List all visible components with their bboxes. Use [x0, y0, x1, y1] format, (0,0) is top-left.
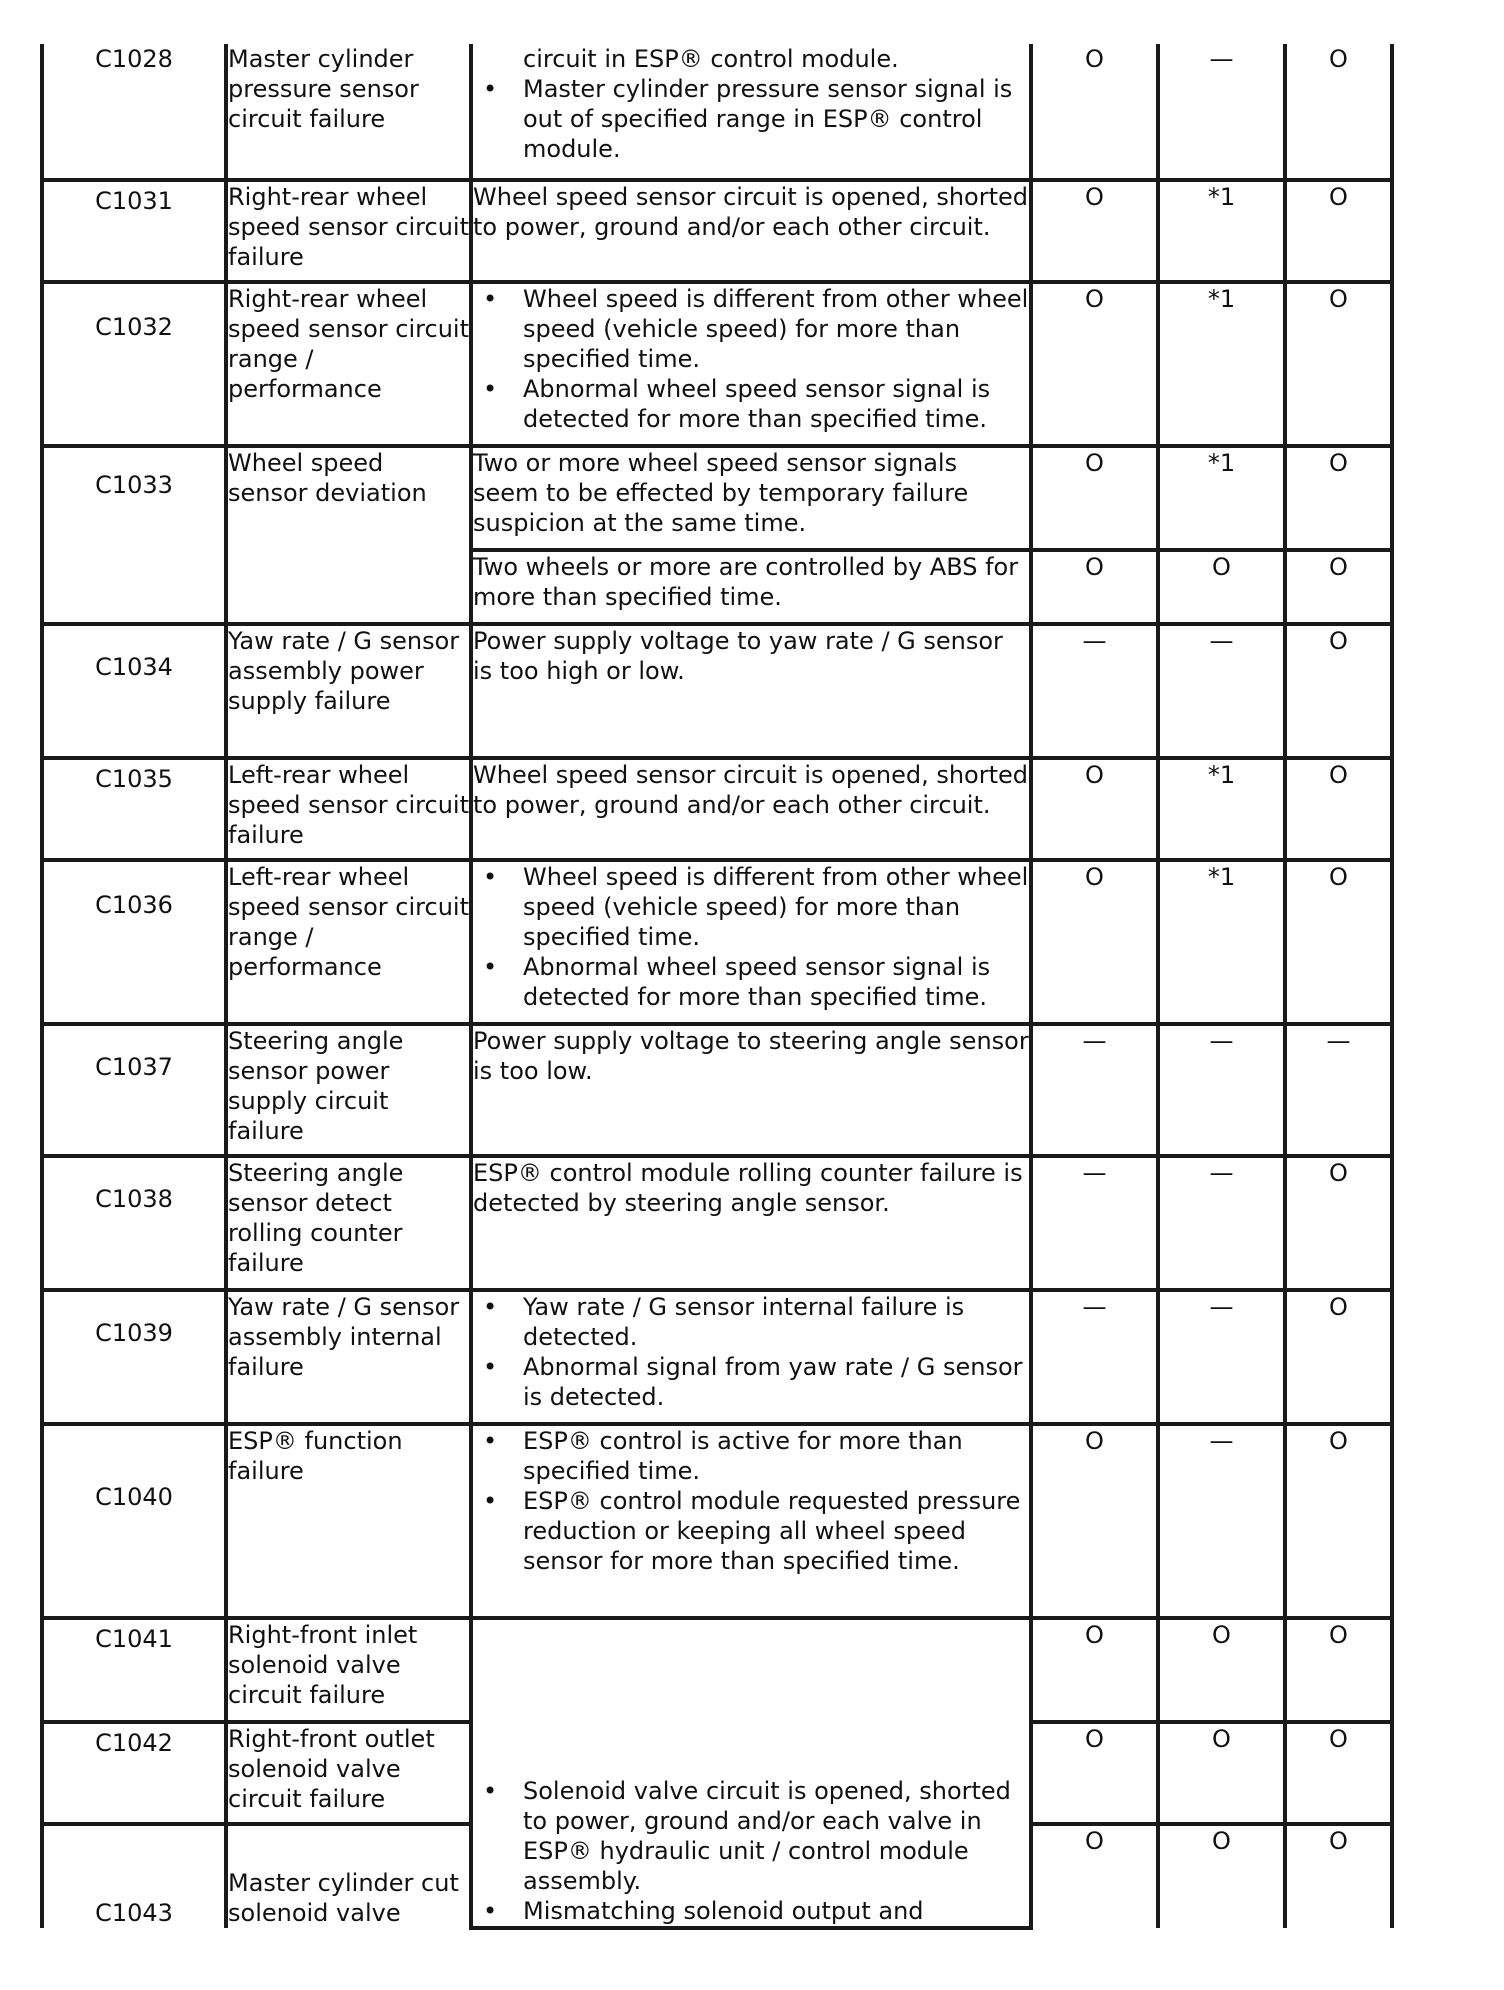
detection-condition: [471, 282, 1031, 446]
condition-bullet: • Abnormal wheel speed sensor signal is detected for more than specified time.: [523, 952, 1029, 1012]
detection-condition: [471, 1424, 1031, 1618]
table-row: [42, 1618, 1392, 1722]
detection-condition: Wheel speed sensor circuit is opened, shorted to power, ground and/or each other circuit.: [471, 758, 1031, 860]
mark-2: —: [1158, 624, 1285, 758]
condition-continued: circuit in ESP® control module.: [523, 45, 899, 73]
diagnostic-item: Right-front inlet solenoid valve circuit failure: [226, 1618, 471, 1722]
condition-bullet: • Wheel speed is different from other wheel speed (vehicle speed) for more than specified time.: [523, 862, 1029, 952]
mark-3: O: [1285, 446, 1392, 550]
dtc-code: C1033: [42, 446, 226, 624]
dtc-table: [40, 44, 1394, 1930]
dtc-code: C1043: [42, 1824, 226, 1928]
dtc-code: C1036: [42, 860, 226, 1024]
dtc-code: C1038: [42, 1156, 226, 1290]
diagnostic-item: Left-rear wheel speed sensor circuit range / performance: [226, 860, 471, 1024]
diagnostic-item: Steering angle sensor detect rolling counter failure: [226, 1156, 471, 1290]
condition-bullet: • ESP® control is active for more than specified time.: [523, 1426, 1029, 1486]
mark-1: O: [1031, 282, 1158, 446]
table-row: [42, 758, 1392, 860]
dtc-code: C1041: [42, 1618, 226, 1722]
mark-3: O: [1285, 1722, 1392, 1824]
mark-1: —: [1031, 624, 1158, 758]
mark-1: O: [1031, 1722, 1158, 1824]
dtc-code: C1035: [42, 758, 226, 860]
mark-1: —: [1031, 1156, 1158, 1290]
diagnostic-item: Right-front outlet solenoid valve circuit failure: [226, 1722, 471, 1824]
dtc-code: C1032: [42, 282, 226, 446]
mark-2: —: [1158, 1156, 1285, 1290]
dtc-code: C1028: [42, 44, 226, 180]
dtc-code: C1037: [42, 1024, 226, 1156]
diagnostic-item: Master cylinder cut solenoid valve: [226, 1824, 471, 1928]
condition-bullet: • ESP® control module requested pressure reduction or keeping all wheel speed sensor for more than specified time.: [523, 1486, 1029, 1576]
detection-condition: [471, 1290, 1031, 1424]
table-row: [42, 1024, 1392, 1156]
mark-3: O: [1285, 758, 1392, 860]
condition-bullet: • Solenoid valve circuit is opened, shorted to power, ground and/or each valve in ESP® hydraulic unit / control module assembly.: [523, 1776, 1029, 1896]
table-row: [42, 180, 1392, 282]
mark-3: O: [1285, 1618, 1392, 1722]
mark-2: *1: [1158, 446, 1285, 550]
condition-bullet: • Abnormal wheel speed sensor signal is detected for more than specified time.: [523, 374, 1029, 434]
condition-bullet: • Master cylinder pressure sensor signal is out of specified range in ESP® control module.: [523, 74, 1029, 164]
mark-1: O: [1031, 180, 1158, 282]
mark-2: —: [1158, 1024, 1285, 1156]
mark-1: O: [1031, 446, 1158, 550]
table-row: [42, 860, 1392, 1024]
mark-3: O: [1285, 44, 1392, 180]
detection-condition: Wheel speed sensor circuit is opened, shorted to power, ground and/or each other circuit.: [471, 180, 1031, 282]
detection-condition: Two wheels or more are controlled by ABS for more than specified time.: [471, 550, 1031, 624]
mark-1: O: [1031, 860, 1158, 1024]
table-row: [42, 1156, 1392, 1290]
mark-2: O: [1158, 1618, 1285, 1722]
mark-1: O: [1031, 1618, 1158, 1722]
diagnostic-item: Right-rear wheel speed sensor circuit failure: [226, 180, 471, 282]
mark-2: *1: [1158, 860, 1285, 1024]
mark-3: O: [1285, 1156, 1392, 1290]
mark-3: O: [1285, 282, 1392, 446]
detection-condition: Power supply voltage to steering angle sensor is too low.: [471, 1024, 1031, 1156]
detection-condition: [471, 860, 1031, 1024]
mark-1: O: [1031, 550, 1158, 624]
mark-3: O: [1285, 1824, 1392, 1928]
diagnostic-item: Yaw rate / G sensor assembly internal failure: [226, 1290, 471, 1424]
detection-condition: ESP® control module rolling counter failure is detected by steering angle sensor.: [471, 1156, 1031, 1290]
mark-3: O: [1285, 860, 1392, 1024]
mark-2: *1: [1158, 180, 1285, 282]
mark-1: O: [1031, 1424, 1158, 1618]
dtc-table-page: [40, 44, 1390, 1930]
mark-3: O: [1285, 1424, 1392, 1618]
table-row: [42, 282, 1392, 446]
condition-bullet: • Abnormal signal from yaw rate / G sensor is detected.: [523, 1352, 1029, 1412]
mark-1: O: [1031, 1824, 1158, 1928]
mark-2: —: [1158, 44, 1285, 180]
mark-2: —: [1158, 1424, 1285, 1618]
mark-3: O: [1285, 550, 1392, 624]
dtc-code: C1040: [42, 1424, 226, 1618]
detection-condition: Two or more wheel speed sensor signals seem to be effected by temporary failure suspicion at the same time.: [471, 446, 1031, 550]
detection-condition: [471, 44, 1031, 180]
diagnostic-item: Yaw rate / G sensor assembly power supply failure: [226, 624, 471, 758]
detection-condition: [471, 1618, 1031, 1928]
table-row: [42, 44, 1392, 180]
mark-2: *1: [1158, 282, 1285, 446]
dtc-code: C1034: [42, 624, 226, 758]
mark-2: *1: [1158, 758, 1285, 860]
table-row: [42, 446, 1392, 550]
detection-condition: Power supply voltage to yaw rate / G sensor is too high or low.: [471, 624, 1031, 758]
mark-2: —: [1158, 1290, 1285, 1424]
condition-bullet: • Wheel speed is different from other wheel speed (vehicle speed) for more than specified time.: [523, 284, 1029, 374]
diagnostic-item: Master cylinder pressure sensor circuit failure: [226, 44, 471, 180]
mark-3: O: [1285, 1290, 1392, 1424]
mark-1: O: [1031, 44, 1158, 180]
dtc-code: C1039: [42, 1290, 226, 1424]
mark-3: O: [1285, 624, 1392, 758]
diagnostic-item: Steering angle sensor power supply circuit failure: [226, 1024, 471, 1156]
table-row: [42, 1424, 1392, 1618]
mark-2: O: [1158, 1824, 1285, 1928]
condition-bullet: • Mismatching solenoid output and: [523, 1896, 1029, 1926]
mark-3: —: [1285, 1024, 1392, 1156]
mark-1: O: [1031, 758, 1158, 860]
diagnostic-item: Left-rear wheel speed sensor circuit failure: [226, 758, 471, 860]
dtc-code: C1031: [42, 180, 226, 282]
table-row: [42, 1290, 1392, 1424]
mark-1: —: [1031, 1024, 1158, 1156]
table-row: [42, 624, 1392, 758]
dtc-code: C1042: [42, 1722, 226, 1824]
mark-2: O: [1158, 1722, 1285, 1824]
diagnostic-item: Wheel speed sensor deviation: [226, 446, 471, 624]
mark-2: O: [1158, 550, 1285, 624]
mark-3: O: [1285, 180, 1392, 282]
mark-1: —: [1031, 1290, 1158, 1424]
condition-bullet: • Yaw rate / G sensor internal failure is detected.: [523, 1292, 1029, 1352]
diagnostic-item: ESP® function failure: [226, 1424, 471, 1618]
diagnostic-item: Right-rear wheel speed sensor circuit range / performance: [226, 282, 471, 446]
